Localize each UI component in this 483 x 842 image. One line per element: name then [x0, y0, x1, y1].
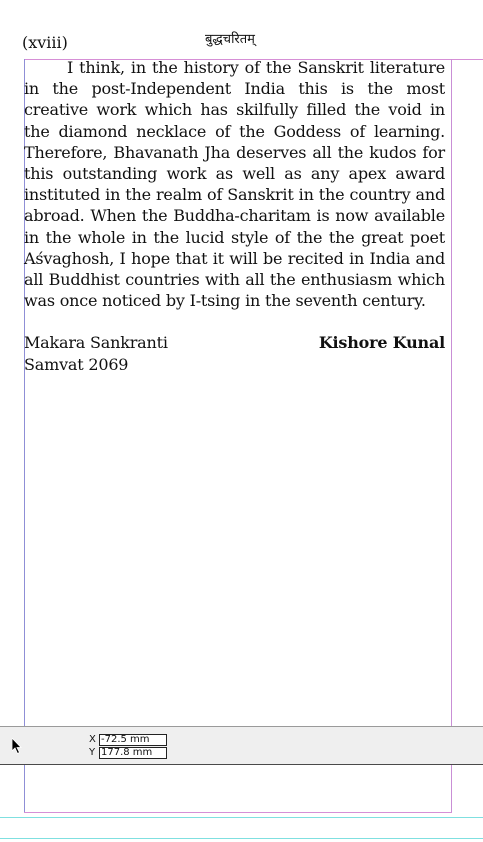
signature-block [24, 332, 445, 374]
signatory-name: Kishore Kunal [318, 333, 445, 353]
bleed-guide-top [0, 817, 483, 818]
date-line-1: Makara Sankranti [24, 333, 168, 353]
page-number: (xviii) [22, 33, 68, 52]
y-coordinate-row [89, 747, 167, 759]
arrow-cursor-icon [12, 738, 22, 754]
y-label: Y [89, 747, 96, 758]
x-coordinate-field[interactable]: -72.5 mm [99, 734, 167, 746]
bleed-guide-bottom [0, 838, 483, 839]
margin-guide-bottom [24, 812, 452, 813]
measurements-panel [0, 726, 483, 765]
date-block [24, 332, 168, 374]
running-head: बुद्धचरितम् [205, 32, 255, 47]
y-coordinate-field[interactable]: 177.8 mm [99, 747, 167, 759]
x-label: X [89, 734, 96, 745]
x-coordinate-row [89, 734, 167, 746]
text-frame[interactable] [24, 57, 445, 375]
margin-guide-right [451, 59, 452, 812]
body-paragraph: I think, in the history of the Sanskrit literature in the post-Independent India this is the most creative work which has skilfully filled the void in the diamond necklace of the Goddess of learning. Therefore, Bhavanath Jha deserves all the kudos for this outstanding work as well as any apex award instituted in the realm of Sanskrit in the country and abroad. When the Buddha-charitam is now available in the whole in the lucid style of the the great poet Aśvaghosh, I hope that it will be recited in India and all Buddhist countries with all the enthusiasm which was once noticed by I-tsing in the seventh century. [24, 58, 445, 311]
date-line-2: Samvat 2069 [24, 354, 129, 374]
